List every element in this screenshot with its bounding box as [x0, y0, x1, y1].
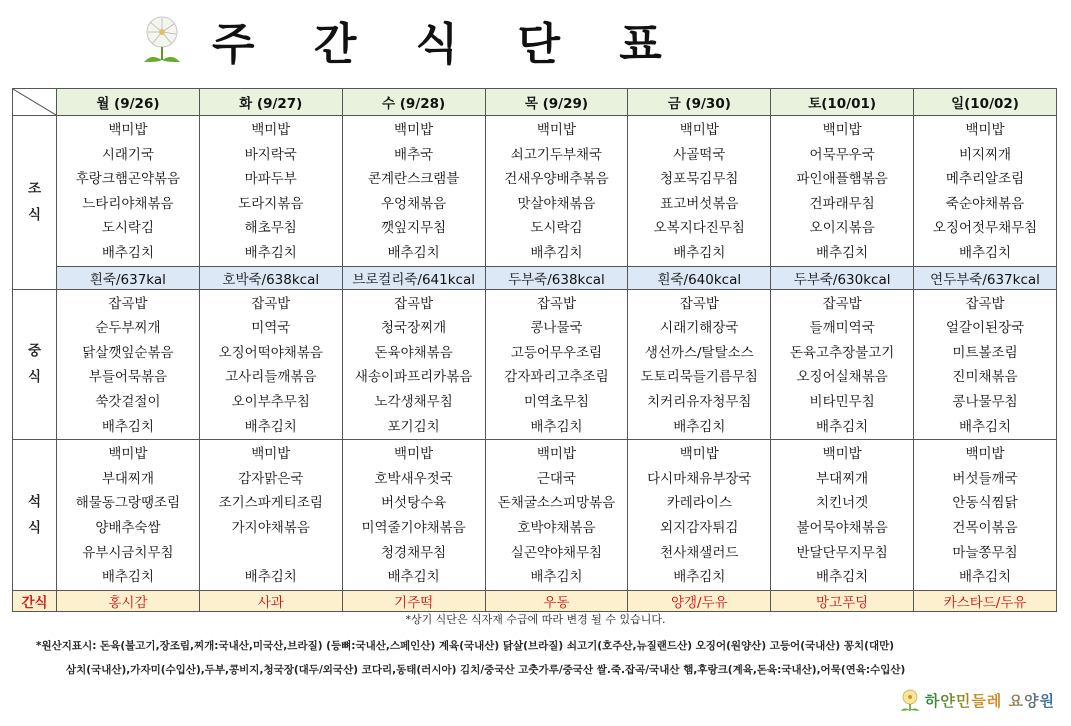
menu-item: 시래기국	[101, 146, 154, 163]
meal-cell	[771, 116, 914, 267]
menu-item: 미트볼조림	[952, 344, 1018, 361]
menu-item: 미역줄기야채볶음	[361, 519, 466, 536]
menu-item: 반달단무지무침	[796, 544, 888, 561]
meal-cell	[57, 289, 200, 440]
menu-item	[200, 541, 342, 566]
menu-item: 조기스파게티조림	[218, 495, 323, 512]
menu-item: 부대찌개	[816, 470, 869, 487]
menu-item: 배추김치	[673, 569, 726, 586]
menu-item: 쇠고기두부채국	[510, 146, 603, 163]
meal-cell	[485, 440, 628, 591]
menu-item: 고등어무우조림	[510, 344, 603, 361]
menu-item: 배추김치	[530, 418, 583, 435]
meal-cell	[342, 440, 485, 591]
porridge-kcal-cell: 두부죽/630kcal	[771, 266, 914, 289]
menu-item: 미역초무침	[523, 393, 590, 410]
menu-item: 배추김치	[958, 244, 1012, 261]
menu-item: 비타민무침	[809, 393, 875, 410]
snack-cell: 사과	[199, 590, 342, 611]
menu-item: 콩나물무침	[952, 393, 1018, 410]
snack-cell: 양갱/두유	[628, 590, 771, 611]
origin-info-line-2: 삼치(국내산),가자미(수입산),두부,콩비지,청국장(대두/외국산) 코다리,동태(러시아) 김치/중국산 고춧가루/중국산 쌀.죽.잡곡/국내산 햄,후랑크(계육,돈육:국내산),어묵(연육:수입산)	[66, 664, 906, 676]
menu-item: 배추김치	[816, 244, 869, 261]
snack-cell: 망고푸딩	[771, 590, 914, 611]
menu-item: 불어묵야채볶음	[796, 519, 888, 536]
porridge-kcal-cell: 흰죽/637kal	[57, 266, 200, 289]
menu-item: 백미밥	[965, 122, 1005, 138]
title-area	[140, 8, 684, 72]
menu-item: 들깨미역국	[809, 320, 875, 337]
menu-item: 외지감자튀김	[660, 519, 739, 536]
menu-item: 건파래무침	[809, 195, 875, 212]
menu-item: 콘계란스크램블	[367, 171, 460, 188]
day-header: 토(10/01)	[771, 89, 914, 116]
menu-item: 부들어묵볶음	[88, 369, 168, 386]
menu-item: 백미밥	[965, 446, 1005, 463]
meal-label: 조 식	[13, 116, 57, 290]
menu-item: 사골떡국	[673, 146, 726, 163]
day-header: 금 (9/30)	[628, 89, 771, 116]
dandelion-icon	[140, 14, 184, 66]
menu-item: 파인애플햄볶음	[796, 171, 888, 188]
menu-item: 마파두부	[244, 171, 297, 188]
menu-item: 닭살깻잎순볶음	[82, 344, 174, 361]
meal-cell	[199, 289, 342, 440]
menu-item: 호박새우젓국	[374, 470, 453, 487]
menu-item: 생선까스/탈탈소스	[644, 344, 754, 361]
brand-logo	[899, 688, 1055, 712]
snack-row	[13, 590, 1057, 611]
menu-item: 배추김치	[387, 569, 440, 586]
menu-item: 쑥갓겉절이	[95, 393, 161, 410]
meal-cell	[914, 116, 1057, 267]
menu-item: 호박야채볶음	[517, 519, 596, 536]
menu-item: 치킨너겟	[816, 495, 869, 512]
dandelion-icon	[899, 688, 921, 712]
menu-item: 깻잎지무침	[381, 220, 447, 237]
menu-item: 느타리야채볶음	[82, 195, 174, 212]
menu-item: 안동식찜닭	[952, 495, 1018, 512]
menu-item: 죽순야채볶음	[945, 195, 1025, 212]
menu-item: 백미밥	[251, 122, 291, 138]
meal-cell	[771, 440, 914, 591]
menu-item: 잡곡밥	[108, 295, 148, 312]
menu-item: 배추김치	[816, 569, 869, 586]
meal-cell	[342, 289, 485, 440]
day-header: 수 (9/28)	[342, 89, 485, 116]
porridge-kcal-cell: 흰죽/640kcal	[628, 266, 771, 289]
menu-item: 잡곡밥	[679, 295, 719, 312]
menu-item: 배추김치	[958, 569, 1012, 586]
origin-info-line-1: *원산지표시: 돈육(불고기,장조림,찌개:국내산,미국산,브라질) (등뼈:국내산,스페인산) 계육(국내산) 닭살(브라질) 쇠고기(호주산,뉴질랜드산) 오징어(원양산) 고등어(국내산) 꽁치(대만)	[36, 640, 895, 652]
menu-item: 청경채무침	[381, 544, 447, 561]
menu-item: 시래기해장국	[660, 320, 739, 337]
menu-item: 메추리알조림	[945, 171, 1025, 188]
menu-item: 다시마채유부장국	[647, 470, 752, 487]
day-header-row	[13, 89, 1057, 116]
porridge-kcal-cell: 호박죽/638kcal	[199, 266, 342, 289]
menu-item: 비지찌개	[958, 146, 1012, 163]
menu-item: 백미밥	[394, 446, 434, 463]
menu-item: 도토리묵들기름무침	[640, 369, 758, 386]
meal-cell	[628, 116, 771, 267]
weekly-menu-table	[12, 88, 1057, 612]
snack-cell: 기주떡	[342, 590, 485, 611]
menu-item: 버섯들깨국	[952, 470, 1018, 487]
menu-item: 유부시금치무침	[82, 544, 174, 561]
menu-item: 배추김치	[101, 244, 154, 261]
meal-cell	[914, 440, 1057, 591]
meal-cell	[914, 289, 1057, 440]
menu-item: 오징어실채볶음	[796, 369, 888, 386]
day-header: 화 (9/27)	[199, 89, 342, 116]
menu-item: 백미밥	[536, 446, 577, 463]
menu-item: 표고버섯볶음	[660, 195, 739, 212]
menu-item: 얼갈이된장국	[945, 320, 1025, 337]
menu-item: 백미밥	[679, 122, 719, 138]
porridge-kcal-cell: 연두부죽/637kcal	[914, 266, 1057, 289]
menu-item: 잡곡밥	[822, 295, 862, 312]
meal-label: 중 식	[13, 289, 57, 440]
page-title: 주 간 식 단 표	[212, 19, 684, 70]
menu-item: 바지락국	[244, 146, 297, 163]
menu-item: 돈육야채볶음	[374, 344, 453, 361]
meal-cell	[485, 116, 628, 267]
menu-item: 도라지볶음	[238, 195, 304, 212]
menu-item: 배추김치	[530, 244, 583, 261]
menu-item: 잡곡밥	[251, 295, 291, 312]
menu-item: 백미밥	[251, 446, 291, 463]
menu-item: 건새우양배추볶음	[504, 171, 609, 188]
menu-item: 배추김치	[387, 244, 440, 261]
menu-item: 오징어젓무채무침	[932, 220, 1038, 237]
menu-item: 건목이볶음	[952, 519, 1018, 536]
menu-item: 백미밥	[822, 446, 862, 463]
meal-cell	[199, 116, 342, 267]
snack-cell: 홍시감	[57, 590, 200, 611]
menu-item: 배추김치	[673, 244, 726, 261]
day-header: 목 (9/29)	[485, 89, 628, 116]
meal-row	[13, 440, 1057, 591]
menu-item: 치커리유자청무침	[647, 393, 752, 410]
corner-cell	[13, 89, 57, 116]
menu-item: 후랑크햄곤약볶음	[75, 171, 181, 188]
day-header: 월 (9/26)	[57, 89, 200, 116]
menu-item: 백미밥	[108, 446, 148, 463]
meal-cell	[628, 440, 771, 591]
menu-item: 배추김치	[816, 418, 869, 435]
menu-item: 청국장찌개	[381, 320, 447, 337]
meal-cell	[628, 289, 771, 440]
menu-item: 양배추숙쌈	[95, 519, 161, 536]
menu-item: 돈육고추장불고기	[789, 344, 895, 361]
porridge-kcal-cell: 브로컬리죽/641kcal	[342, 266, 485, 289]
menu-item: 잡곡밥	[965, 295, 1005, 312]
menu-item: 배추김치	[530, 569, 583, 586]
meal-cell	[57, 440, 200, 591]
menu-item: 마늘쫑무침	[952, 544, 1018, 561]
menu-item: 포기김치	[387, 418, 440, 435]
menu-item: 오복지다진무침	[653, 220, 745, 237]
snack-label: 간식	[13, 590, 57, 611]
menu-item: 미역국	[251, 320, 291, 337]
menu-item: 실곤약야채무침	[510, 544, 603, 561]
menu-item: 해초무침	[244, 220, 297, 237]
menu-item: 백미밥	[394, 122, 434, 138]
menu-item: 감자꽈리고추조림	[504, 369, 609, 386]
menu-item: 도시락김	[530, 220, 583, 237]
meal-cell	[199, 440, 342, 591]
porridge-kcal-cell: 두부죽/638kcal	[485, 266, 628, 289]
snack-cell: 카스타드/두유	[914, 590, 1057, 611]
meal-row	[13, 289, 1057, 440]
menu-item: 해물동그랑땡조림	[75, 495, 181, 512]
meal-row	[13, 116, 1057, 267]
menu-item: 노각생채무침	[374, 393, 453, 410]
menu-item: 우엉채볶음	[381, 195, 447, 212]
menu-item: 가지야채볶음	[231, 519, 310, 536]
menu-item: 배추김치	[673, 418, 726, 435]
menu-item: 오징어떡야채볶음	[218, 344, 323, 361]
meal-cell	[485, 289, 628, 440]
day-header: 일(10/02)	[914, 89, 1057, 116]
menu-item: 근대국	[536, 470, 577, 487]
meal-label: 석 식	[13, 440, 57, 591]
menu-item: 잡곡밥	[536, 295, 577, 312]
menu-item: 배추김치	[101, 418, 154, 435]
menu-item: 배추김치	[244, 569, 297, 586]
menu-item: 배추김치	[101, 569, 154, 586]
menu-item: 부대찌개	[101, 470, 154, 487]
menu-item: 청포묵김무침	[660, 171, 739, 188]
porridge-row	[13, 266, 1057, 289]
menu-item: 어묵무우국	[809, 146, 875, 163]
brand-name: 하얀민들레 요양원	[924, 691, 1055, 710]
menu-item: 감자맑은국	[238, 470, 304, 487]
menu-item: 돈채굴소스피망볶음	[497, 495, 616, 512]
snack-cell: 우동	[485, 590, 628, 611]
notice-text: *상기 식단은 식자재 수급에 따라 변경 될 수 있습니다.	[405, 613, 666, 626]
menu-item: 백미밥	[536, 122, 577, 138]
menu-item: 배추김치	[244, 244, 297, 261]
menu-item: 카레라이스	[666, 495, 732, 512]
menu-item: 맛살야채볶음	[517, 195, 596, 212]
menu-item: 도시락김	[101, 220, 154, 237]
menu-item: 오이부추무침	[231, 393, 310, 410]
menu-item: 천사채샐러드	[660, 544, 739, 561]
menu-item: 고사리들깨볶음	[225, 369, 317, 386]
menu-item: 배추김치	[958, 418, 1012, 435]
meal-cell	[57, 116, 200, 267]
menu-item: 진미채볶음	[952, 369, 1018, 386]
menu-item: 잡곡밥	[394, 295, 434, 312]
menu-item: 백미밥	[679, 446, 719, 463]
menu-item: 배추국	[394, 146, 434, 163]
menu-item: 순두부찌개	[95, 320, 161, 337]
menu-item: 백미밥	[108, 122, 148, 138]
meal-cell	[771, 289, 914, 440]
menu-item: 콩나물국	[530, 320, 583, 337]
meal-cell	[342, 116, 485, 267]
menu-item: 백미밥	[822, 122, 862, 138]
menu-item: 배추김치	[244, 418, 297, 435]
menu-item: 오이지볶음	[809, 220, 875, 237]
menu-item: 버섯탕수육	[381, 495, 447, 512]
menu-item: 새송이파프리카볶음	[354, 369, 473, 386]
